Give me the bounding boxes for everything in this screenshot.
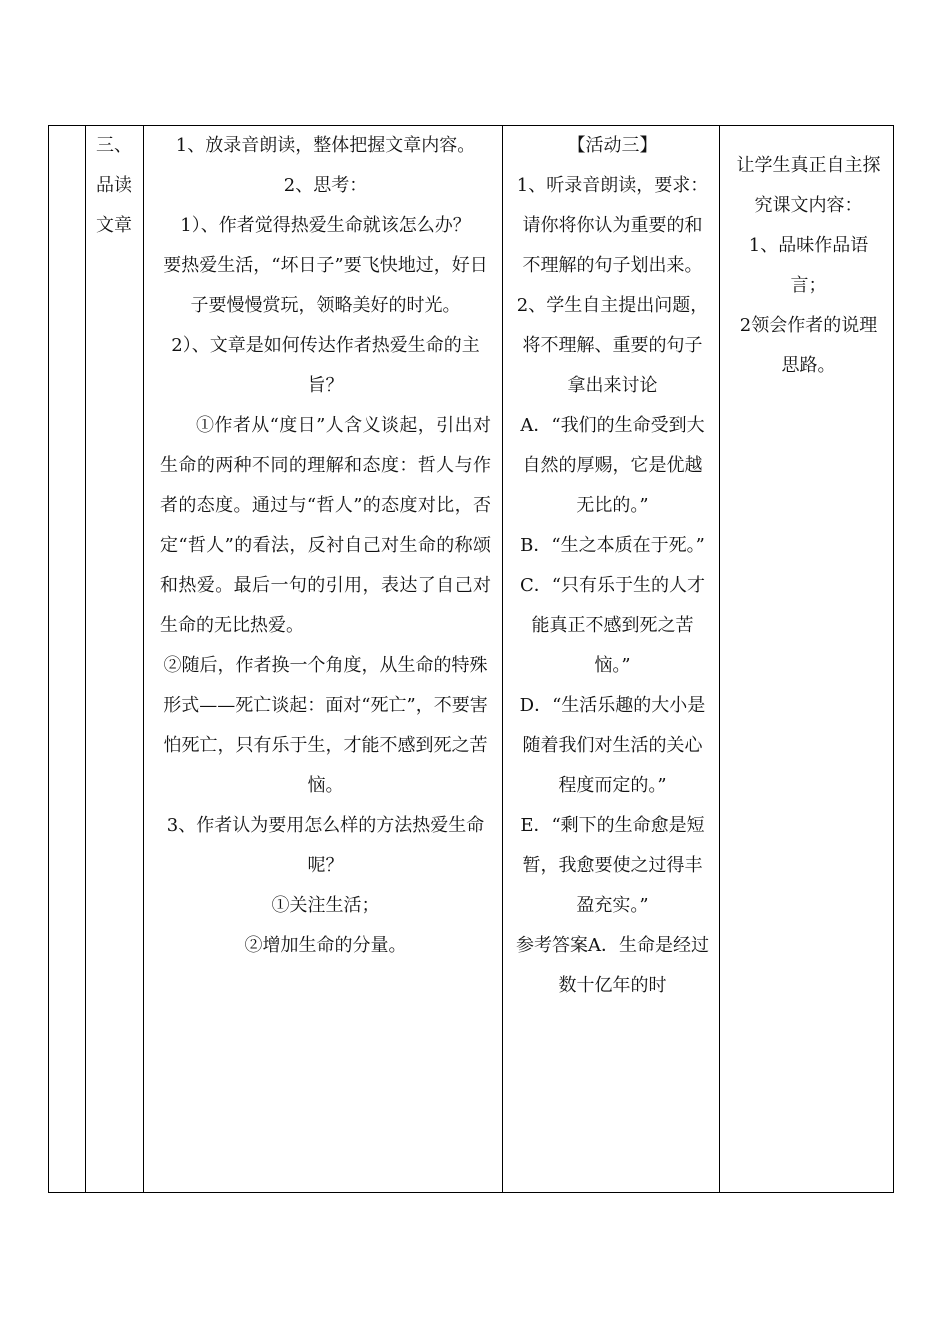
content-question-2: 2）、文章是如何传达作者热爱生命的主旨？ [171,335,480,396]
content-step-3: 3、作者认为要用怎么样的方法热爱生命呢？ [166,815,485,876]
activity-step-1: 1、听录音朗读，要求：请你将你认为重要的和不理解的句子划出来。 [516,175,709,276]
student-activity-cell [503,126,720,1192]
content-step-1: 1、放录音朗读，整体把握文章内容。 [175,135,476,156]
activity-sentence-d: D．“生活乐趣的大小是随着我们对生活的关心程度而定的。” [519,695,706,796]
table-bottom-border [48,1192,894,1193]
activity-sentence-b: B．“生之本质在于死。” [520,535,705,556]
teaching-content-cell [144,126,503,1192]
content-answer-1: 要热爱生活，“坏日子”要飞快地过，好日子要慢慢赏玩，领略美好的时光。 [163,255,488,316]
activity-title: 【活动三】 [567,135,658,156]
intent-summary: 让学生真正自主探究课文内容： [736,155,881,216]
content-step-2: 2、思考： [283,175,368,196]
content-method-1: ①关注生活； [271,895,380,916]
intent-point-1: 1、品味作品语言； [748,235,869,296]
activity-reference-answer: 参考答案A．生命是经过数十亿年的时 [516,935,709,996]
design-intent-cell [720,126,893,1192]
section-title-line1: 品读 [96,175,132,196]
content-answer-2a: ①作者从“度日”人含义谈起，引出对生命的两种不同的理解和态度：哲人与作者的态度。通过与“哲人”的态度对比，否定“哲人”的看法，反衬自己对生命的称颂和热爱。最后一句的引用，表达了自己对生命的无比热爱。 [160,415,491,636]
content-answer-2b: ②随后，作者换一个角度，从生命的特殊形式——死亡谈起：面对“死亡”，不要害怕死亡，只有乐于生，才能不感到死之苦恼。 [163,655,488,796]
activity-sentence-a: A．“我们的生命受到大自然的厚赐，它是优越无比的。” [520,415,705,516]
activity-sentence-e: E．“剩下的生命愈是短暂，我愈要使之过得丰盈充实。” [520,815,705,916]
content-method-2: ②增加生命的分量。 [244,935,407,956]
activity-sentence-c: C．“只有乐于生的人才能真正不感到死之苦恼。” [520,575,705,676]
section-number: 三、 [96,135,132,156]
section-title-line2: 文章 [96,215,132,236]
section-label-cell [86,126,144,1192]
table-col-border-5 [893,125,894,1193]
content-question-1: 1）、作者觉得热爱生命就该怎么办？ [180,215,471,236]
activity-step-2: 2、学生自主提出问题，将不理解、重要的句子拿出来讨论 [516,295,709,396]
intent-point-2: 2领会作者的说理思路。 [739,315,878,376]
table-col-border-0 [48,125,49,1193]
